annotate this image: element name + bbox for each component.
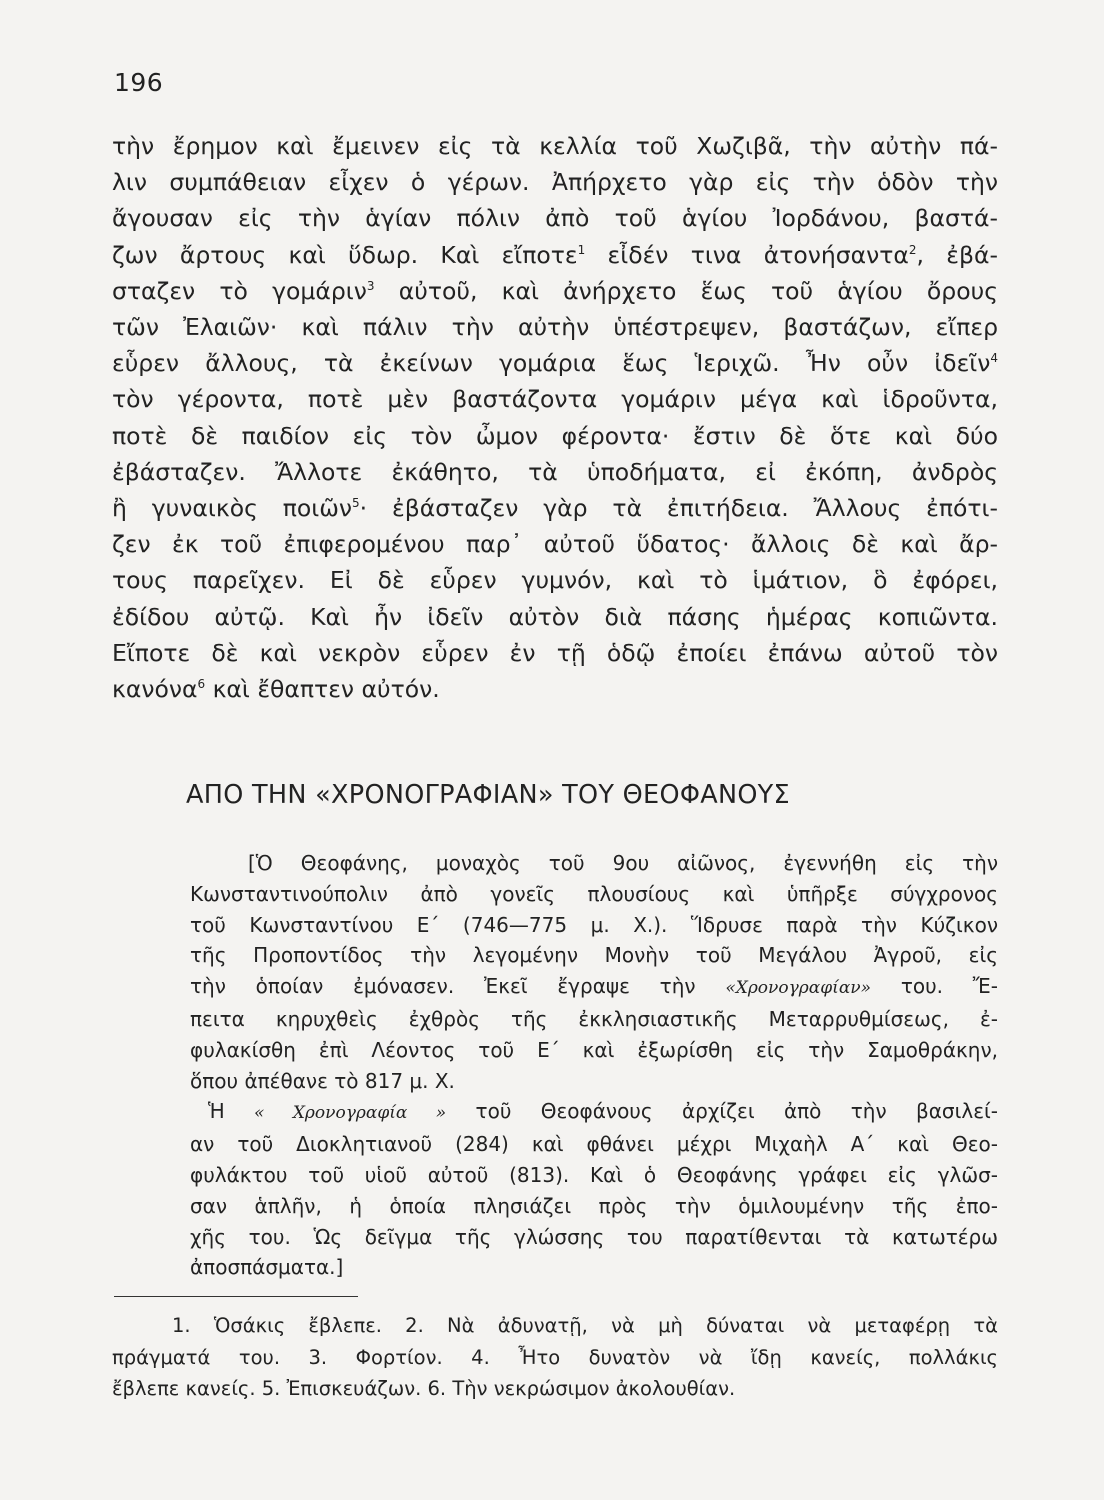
text-line: ἄγουσαν εἰς τὴν ἁγίαν πόλιν ἀπὸ τοῦ ἁγίου Ἰορδάνου, βαστά- — [112, 204, 998, 233]
text-line — [112, 237, 998, 273]
intro-line: φυλάκτου τοῦ υἱοῦ αὐτοῦ (813). Καὶ ὁ Θεοφάνης γράφει εἰς γλῶσ- — [190, 1162, 998, 1187]
italic-title: « Χρονογραφία » — [254, 1103, 447, 1124]
footnote-mark: 4 — [990, 351, 998, 366]
footnote-mark: 3 — [366, 278, 375, 293]
text-fragment: ζων ἄρτους καὶ ὕδωρ. Καὶ εἴποτε — [112, 240, 578, 269]
text-fragment: του. Ἔ- — [871, 974, 998, 999]
text-fragment: τὴν ὁποίαν ἐμόνασεν. Ἐκεῖ ἔγραψε τὴν — [190, 974, 726, 999]
text-line: ἐδίδου αὐτῷ. Καὶ ἦν ἰδεῖν αὐτὸν διὰ πάσης ἡμέρας κοπιῶντα. — [112, 602, 998, 631]
text-line — [112, 671, 998, 707]
text-line: τὸν γέροντα, ποτὲ μὲν βαστάζοντα γομάριν μέγα καὶ ἱδροῦντα, — [112, 385, 998, 414]
intro-line: σαν ἁπλῆν, ἡ ὁποία πλησιάζει πρὸς τὴν ὁμιλουμένην τῆς ἐπο- — [190, 1193, 998, 1218]
footnote-line: 1. Ὁσάκις ἔβλεπε. 2. Νὰ ἀδυνατῇ, νὰ μὴ δύναται νὰ μεταφέρῃ τὰ — [172, 1314, 998, 1337]
footnotes-block — [112, 1310, 998, 1405]
text-line — [112, 345, 998, 381]
intro-line: αν τοῦ Διοκλητιανοῦ (284) καὶ φθάνει μέχρι Μιχαὴλ Α΄ καὶ Θεο- — [190, 1132, 998, 1157]
intro-line — [190, 971, 998, 1004]
footnote-divider — [114, 1296, 358, 1297]
text-fragment: · ἐβάσταζεν γὰρ τὰ ἐπιτήδεια. Ἄλλους ἐπότι- — [359, 494, 998, 523]
footnote-line: πράγματά του. 3. Φορτίον. 4. Ἦτο δυνατὸν νὰ ἴδῃ κανείς, πολλάκις — [112, 1345, 998, 1369]
text-line: ἐβάσταζεν. Ἄλλοτε ἐκάθητο, τὰ ὑποδήματα, εἰ ἐκόπη, ἀνδρὸς — [112, 457, 998, 486]
intro-line: πειτα κηρυχθεὶς ἐχθρὸς τῆς ἐκκλησιαστικῆς Μεταρρυθμίσεως, ἐ- — [190, 1006, 998, 1031]
text-line: λιν συμπάθειαν εἶχεν ὁ γέρων. Ἀπήρχετο γὰρ εἰς τὴν ὁδὸν τὴν — [112, 168, 998, 197]
footnote-mark: 2 — [908, 242, 917, 257]
intro-line: [Ὁ Θεοφάνης, μοναχὸς τοῦ 9ου αἰῶνος, ἐγεννήθη εἰς τὴν — [248, 851, 998, 875]
intro-block — [190, 848, 998, 1283]
italic-title: «Χρονογραφίαν» — [725, 978, 872, 999]
section-title: ΑΠΟ ΤΗΝ «ΧΡΟΝΟΓΡΑΦΙΑΝ» ΤΟΥ ΘΕΟΦΑΝΟΥΣ — [186, 780, 790, 810]
text-fragment: ἢ γυναικὸς ποιῶν — [112, 494, 353, 523]
footnote-mark: 6 — [197, 677, 206, 692]
footnote-line: ἔβλεπε κανείς. 5. Ἐπισκευάζων. 6. Τὴν νεκρώσιμον ἀκολουθίαν. — [112, 1377, 736, 1400]
intro-line: Κωνσταντινούπολιν ἀπὸ γονεῖς πλουσίους καὶ ὑπῆρξε σύγχρονος — [190, 881, 998, 906]
text-fragment: σταζεν τὸ γομάριν — [112, 276, 367, 305]
text-line: ποτὲ δὲ παιδίον εἰς τὸν ὦμον φέροντα· ἔστιν δὲ ὅτε καὶ δύο — [112, 421, 998, 450]
text-fragment: Ἡ — [208, 1099, 255, 1124]
text-line: τους παρεῖχεν. Εἰ δὲ εὗρεν γυμνόν, καὶ τὸ ἱμάτιον, ὃ ἐφόρει, — [112, 566, 998, 595]
text-line: τὴν ἔρημον καὶ ἔμεινεν εἰς τὰ κελλία τοῦ Χωζιβᾶ, τὴν αὐτὴν πά- — [112, 132, 998, 160]
intro-line: ὅπου ἀπέθανε τὸ 817 μ. Χ. — [190, 1068, 455, 1093]
text-line — [112, 490, 998, 526]
footnote-mark: 1 — [577, 242, 586, 257]
intro-line: χῆς του. Ὡς δεῖγμα τῆς γλώσσης του παρατίθενται τὰ κατωτέρω — [190, 1224, 998, 1249]
text-fragment: καὶ ἔθαπτεν αὐτόν. — [205, 675, 440, 704]
intro-line — [190, 1096, 998, 1129]
page-number: 196 — [114, 68, 164, 97]
text-fragment: αὐτοῦ, καὶ ἀνήρχετο ἕως τοῦ ἁγίου ὄρους — [374, 276, 998, 305]
intro-line: ἀποσπάσματα.] — [190, 1255, 344, 1280]
intro-line: τοῦ Κωνσταντίνου Ε΄ (746—775 μ. Χ.). Ἵδρυσε παρὰ τὴν Κύζικον — [190, 912, 998, 937]
text-line: Εἴποτε δὲ καὶ νεκρὸν εὗρεν ἐν τῇ ὁδῷ ἐποίει ἐπάνω αὐτοῦ τὸν — [112, 638, 998, 667]
text-fragment: εἶδέν τινα ἀτονήσαντα — [585, 240, 909, 269]
intro-line: φυλακίσθη ἐπὶ Λέοντος τοῦ Ε΄ καὶ ἐξωρίσθη εἰς τὴν Σαμοθράκην, — [190, 1037, 998, 1062]
text-fragment: τοῦ Θεοφάνους ἀρχίζει ἀπὸ τὴν βασιλεί- — [446, 1099, 998, 1124]
text-line: ζεν ἐκ τοῦ ἐπιφερομένου παρ᾽ αὐτοῦ ὕδατος· ἄλλοις δὲ καὶ ἄρ- — [112, 530, 998, 559]
main-text-block — [112, 128, 998, 707]
footnote-mark: 5 — [352, 496, 360, 511]
text-line — [112, 273, 998, 309]
text-fragment: κανόνα — [112, 675, 198, 704]
text-fragment: , ἐβά- — [916, 240, 998, 269]
text-fragment: εὗρεν ἄλλους, τὰ ἐκείνων γομάρια ἕως Ἱεριχῶ. Ἦν οὖν ἰδεῖν — [112, 349, 991, 378]
text-line: τῶν Ἐλαιῶν· καὶ πάλιν τὴν αὐτὴν ὑπέστρεψεν, βαστάζων, εἴπερ — [112, 313, 998, 342]
intro-line: τῆς Προποντίδος τὴν λεγομένην Μονὴν τοῦ Μεγάλου Ἀγροῦ, εἰς — [190, 943, 998, 968]
